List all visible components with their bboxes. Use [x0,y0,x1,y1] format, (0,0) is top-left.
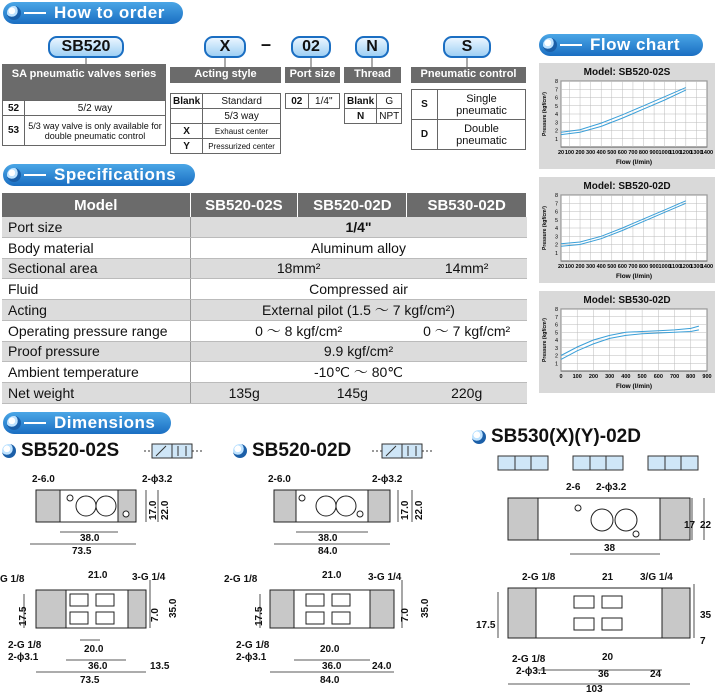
pneumatic-control-header: Pneumatic control [411,67,526,83]
x-tick-label: 700 [628,150,638,156]
control-key: S [412,90,438,120]
y-axis-label: Pressure (kgf/cm²) [542,92,548,136]
y-tick-label: 8 [554,193,558,199]
dim-label: 3/G 1/4 [640,572,673,583]
y-tick-label: 1 [554,361,558,368]
x-tick-label: 500 [607,264,617,270]
dim-drawing-sb520-02s [0,470,205,695]
how-to-order-title: How to order [54,3,165,22]
dim-label: 36.0 [88,661,108,672]
x-tick-label: 100 [564,150,575,156]
dim-label: 17.5 [18,606,29,626]
dim-label: 17.5 [476,620,496,631]
spec-row [2,383,527,404]
spec-label: Port size [2,217,190,238]
x-tick-label: 300 [586,150,596,156]
x-tick-label: 600 [617,150,627,156]
x-tick-label: 200 [575,264,585,270]
flow-chart-1 [539,63,715,169]
series-header: SA pneumatic valves series [2,64,166,100]
code-control: S [443,36,491,58]
y-tick-label: 5 [554,217,558,224]
dim-label: 22.0 [160,500,171,520]
dim-label: 21.0 [88,570,108,581]
x-tick-label: 200 [588,374,599,380]
dim-label: 84.0 [318,546,338,557]
x-tick-label: 20 [557,150,565,156]
dim-label: 2-ϕ3.1 [236,652,267,663]
y-tick-label: 6 [554,322,558,329]
x-tick-label: 1100 [669,264,682,270]
y-tick-label: 7 [554,314,558,321]
spec-label: Body material [2,238,190,259]
dim-title-sb520-02d [233,440,351,462]
x-tick-label: 400 [621,374,631,380]
spec-col-sb520-02s: SB520-02S [190,193,298,217]
x-tick-label: 500 [607,150,617,156]
x-tick-label: 700 [628,264,638,270]
port-size-value: 1/4" [308,94,339,109]
dim-label: 2-ϕ3.2 [596,482,627,493]
spec-row [2,279,527,300]
valve-symbol-icon [142,437,204,467]
bullet-icon [233,444,247,458]
y-tick-label: 4 [554,112,558,118]
dim-drawing-sb520-02d [222,470,447,695]
x-tick-label: 1400 [700,264,714,270]
acting-table [170,93,281,154]
acting-value: 5/3 way [203,109,281,124]
spec-value: 135g [190,383,298,404]
dim-label: 21.0 [322,570,342,581]
dim-label: 38 [604,543,616,554]
y-tick-label: 2 [554,242,558,249]
y-tick-label: 5 [554,103,558,110]
code-acting: X [204,36,246,58]
spec-col-sb530-02d: SB530-02D [407,193,527,217]
acting-value: Standard [203,94,281,109]
dim-title-sb520-02s [2,440,119,462]
y-tick-label: 4 [554,226,558,232]
x-tick-label: 0 [559,374,563,380]
flow-chart-panel-1 [539,63,715,169]
x-tick-label: 1000 [658,264,671,270]
dimensions-header [3,412,171,434]
series-value: 5/3 way valve is only available for double pneumatic control [25,116,166,146]
code-port: 02 [291,36,331,58]
x-tick-label: 900 [649,264,659,270]
y-tick-label: 8 [554,79,558,85]
flow-chart-title-3: Model: SB530-02D [583,295,671,306]
x-tick-label: 1200 [679,264,692,270]
dim-label: 24.0 [372,661,392,672]
x-tick-label: 300 [586,264,596,270]
flow-chart-title: Flow chart [590,35,681,54]
bullet-icon [7,416,21,430]
dim-label: 2-ϕ3.2 [372,474,403,485]
flow-chart-panel-3 [539,291,715,393]
dim-label: 2-G 1/8 [522,572,556,583]
acting-key: X [171,124,203,139]
spec-label: Fluid [2,279,190,300]
flow-chart-title-2: Model: SB520-02D [583,181,671,192]
specifications-table [2,193,527,404]
dim-title-sb530 [472,426,641,448]
dim-label: 36 [598,669,610,680]
x-tick-label: 1300 [690,264,703,270]
dim-label: 20 [602,652,614,663]
acting-value: Exhaust center [203,124,281,139]
x-tick-label: 800 [638,264,649,270]
dim-label: 73.5 [80,675,100,686]
y-tick-label: 2 [554,128,558,135]
spec-value: 18mm² [190,258,407,279]
spec-col-sb520-02d: SB520-02D [298,193,407,217]
flow-chart-2 [539,177,715,283]
dim-label: 7 [700,636,706,647]
dim-label: 84.0 [320,675,340,686]
spec-label: Net weight [2,383,190,404]
dim-model-name: SB520-02S [21,440,120,461]
dim-label: 3-G 1/4 [368,572,402,583]
spec-value: External pilot (1.5 ～ 7 kgf/cm²) [190,299,527,320]
spec-row [2,238,527,259]
thread-header: Thread [344,67,401,83]
acting-value: Pressurized center [203,139,281,154]
acting-key: Y [171,139,203,154]
spec-value: 145g [298,383,407,404]
code-connector-lines [0,0,530,70]
y-tick-label: 1 [554,250,558,257]
dim-label: 17.0 [400,500,411,520]
x-tick-label: 20 [557,264,565,270]
spec-row [2,362,527,383]
dim-label: 20.0 [84,644,104,655]
dim-label: 2-ϕ3.2 [142,474,173,485]
dim-label: 2-G 1/8 [512,654,546,665]
y-tick-label: 7 [554,201,558,208]
dim-model-name: SB530(X)(Y)-02D [491,426,641,447]
x-tick-label: 500 [637,374,647,380]
spec-row [2,299,527,320]
x-tick-label: 400 [596,150,606,156]
dim-label: 35 [700,610,712,621]
control-key: D [412,120,438,150]
x-tick-label: 900 [702,374,712,380]
spec-value: 0 ～ 8 kgf/cm² [190,320,407,341]
acting-key [171,109,203,124]
dim-label: 73.5 [72,546,92,557]
dim-label: 2-G 1/8 [236,640,270,651]
spec-label: Proof pressure [2,341,190,362]
x-tick-label: 600 [617,264,627,270]
dim-label: 22 [700,520,712,531]
x-tick-label: 100 [564,264,575,270]
dim-label: 2-G 1/8 [224,574,258,585]
spec-label: Acting [2,299,190,320]
spec-value: 14mm² [407,258,527,279]
dim-label: 2-ϕ3.1 [8,652,39,663]
dim-label: 3-G 1/4 [132,572,166,583]
dim-label: 7.0 [400,608,411,622]
dim-label: 7.0 [150,608,161,622]
spec-label: Sectional area [2,258,190,279]
bullet-icon [472,430,486,444]
y-tick-label: 3 [554,345,558,352]
x-tick-label: 300 [605,374,615,380]
dim-label: 17.0 [148,500,159,520]
spec-label: Ambient temperature [2,362,190,383]
dim-label: 36.0 [322,661,342,672]
bullet-icon [2,444,16,458]
dim-model-name: SB520-02D [252,440,352,461]
x-tick-label: 1200 [679,150,692,156]
dim-label: 20.0 [320,644,340,655]
y-axis-label: Pressure (kgf/cm²) [542,206,548,250]
flow-chart-header [539,34,703,56]
dim-label: 21 [602,572,614,583]
spec-value: 220g [407,383,527,404]
spec-label: Operating pressure range [2,320,190,341]
thread-value: G [377,94,402,109]
control-value: Double pneumatic [438,120,526,150]
dim-label: 22.0 [414,500,425,520]
x-tick-label: 700 [669,374,680,380]
y-tick-label: 8 [554,307,558,313]
series-table [2,100,166,146]
dim-label: 35.0 [168,598,179,618]
code-series: SB520 [48,36,124,58]
dim-label: 2-6 [566,482,581,493]
x-axis-label: Flow (l/min) [615,383,653,390]
bullet-icon [543,38,557,52]
acting-key: Blank [171,94,203,109]
dim-label: 17 [684,520,696,531]
dim-label: G 1/8 [0,574,25,585]
port-size-key: 02 [286,94,309,109]
y-tick-label: 2 [554,353,558,360]
x-axis-label: Flow (l/min) [615,159,653,166]
x-axis-label: Flow (l/min) [615,273,653,280]
y-tick-label: 3 [554,234,558,241]
spec-value: 0 ～ 7 kgf/cm² [407,320,527,341]
spec-row [2,258,527,279]
x-tick-label: 600 [653,374,663,380]
dim-label: 24 [650,669,662,680]
dim-label: 17.5 [254,606,265,626]
x-tick-label: 800 [638,150,649,156]
y-tick-label: 4 [554,338,558,344]
spec-value: 9.9 kgf/cm² [190,341,527,362]
control-value: Single pneumatic [438,90,526,120]
x-tick-label: 1100 [669,150,682,156]
x-tick-label: 800 [686,374,696,380]
acting-header: Acting style [170,67,281,83]
bullet-icon [7,168,21,182]
port-size-table [285,93,340,109]
dim-label: 13.5 [150,661,170,672]
dim-label: 103 [586,684,603,695]
series-value: 5/2 way [25,101,166,116]
spec-value: Aluminum alloy [190,238,527,259]
x-tick-label: 200 [575,150,585,156]
x-tick-label: 400 [596,264,606,270]
dim-label: 2-ϕ3.1 [516,666,547,677]
spec-row [2,217,527,238]
series-key: 52 [3,101,25,116]
flow-chart-panel-2 [539,177,715,283]
y-tick-label: 6 [554,95,558,102]
series-key: 53 [3,116,25,146]
specifications-header [3,164,195,186]
y-tick-label: 6 [554,209,558,216]
dim-drawing-sb530 [470,478,717,696]
spec-value: 1/4" [190,217,527,238]
port-size-header: Port size [285,67,340,83]
spec-value: Compressed air [190,279,527,300]
flow-chart-3 [539,291,715,393]
dim-label: 38.0 [318,533,338,544]
code-thread: N [355,36,389,58]
y-tick-label: 5 [554,330,558,337]
y-axis-label: Pressure (kgf/cm²) [542,318,548,362]
thread-key: Blank [345,94,377,109]
x-tick-label: 100 [572,374,582,380]
valve-symbol-icon [370,437,434,467]
y-tick-label: 1 [554,136,558,143]
x-tick-label: 1400 [700,150,714,156]
dim-label: 2-6.0 [32,474,55,485]
spec-row [2,320,527,341]
y-tick-label: 7 [554,87,558,94]
valve-symbols-530-icon [488,452,708,476]
dimensions-title: Dimensions [54,413,156,432]
thread-value: NPT [377,109,402,124]
x-tick-label: 900 [649,150,659,156]
dim-label: 2-6.0 [268,474,291,485]
code-dash: – [261,34,272,54]
spec-row [2,341,527,362]
x-tick-label: 1000 [658,150,671,156]
specifications-title: Specifications [54,165,177,184]
x-tick-label: 1300 [690,150,703,156]
dim-label: 35.0 [420,598,431,618]
y-tick-label: 3 [554,120,558,127]
header-line-decor [24,174,46,176]
dim-label: 2-G 1/8 [8,640,42,651]
spec-col-model: Model [2,193,190,217]
pneumatic-control-table [411,89,526,150]
thread-table [344,93,402,124]
header-line-decor [560,44,582,46]
spec-value: -10℃ ～ 80℃ [190,362,527,383]
header-line-decor [24,422,46,424]
flow-chart-title-1: Model: SB520-02S [583,67,671,78]
thread-key: N [345,109,377,124]
dim-label: 38.0 [80,533,100,544]
